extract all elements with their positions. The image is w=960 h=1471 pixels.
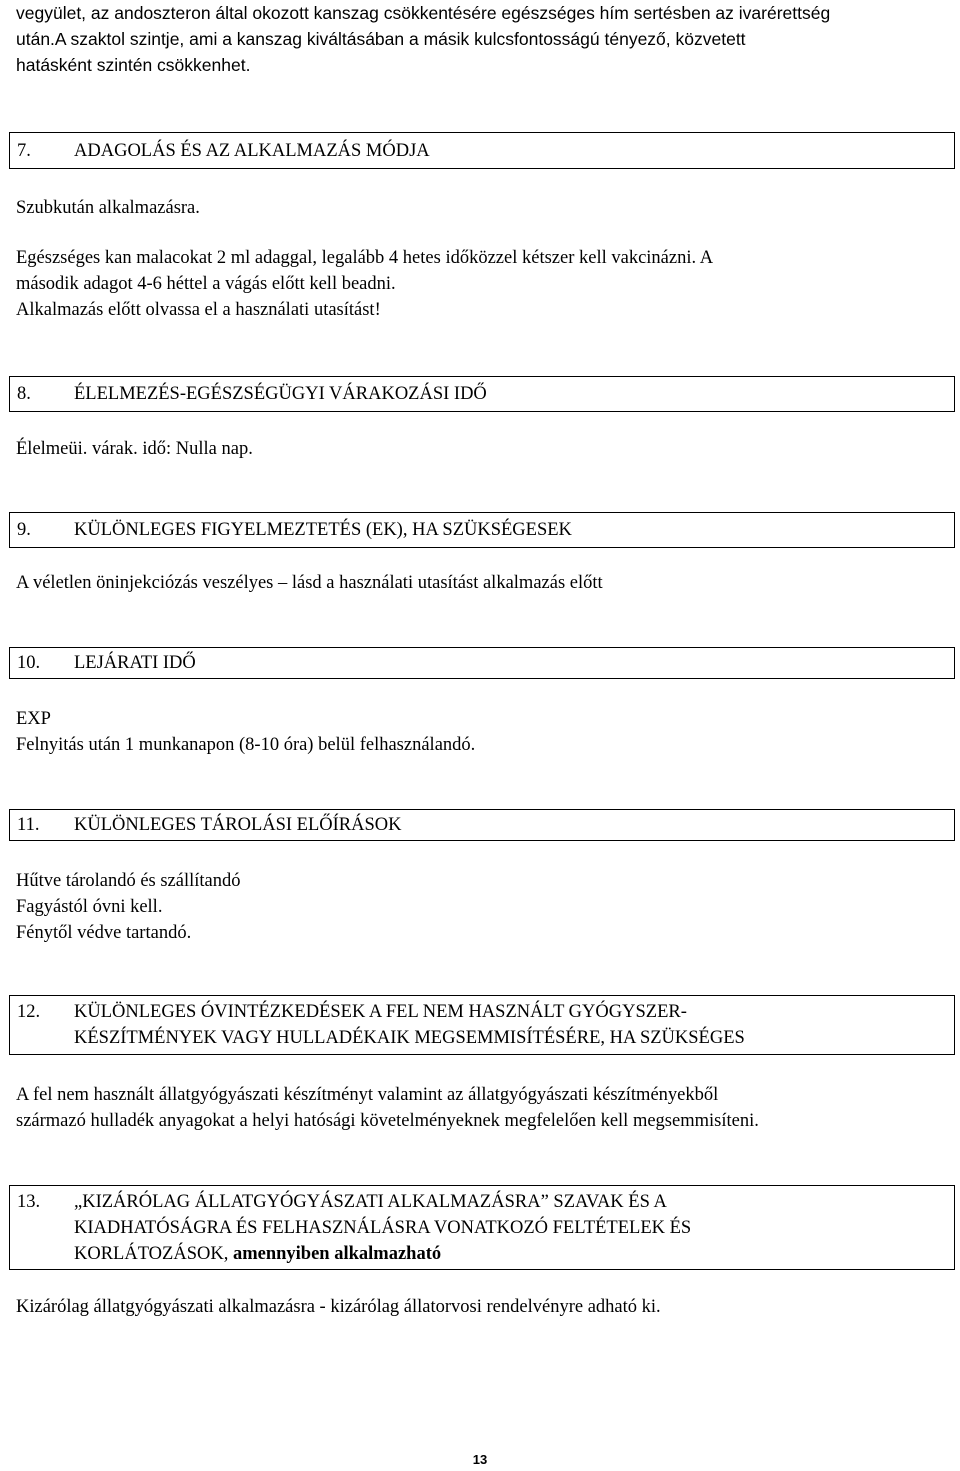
section-title-line-1: KÜLÖNLEGES ÓVINTÉZKEDÉSEK A FEL NEM HASZNÁLT GYÓGYSZER- [74, 1002, 687, 1022]
section-title-line-3 [74, 1241, 441, 1267]
section-7-text-3: második adagot 4-6 héttel a vágás előtt kell beadni. [16, 274, 396, 294]
section-9-text-1: A véletlen öninjekciózás veszélyes – lásd a használati utasítást alkalmazás előtt [16, 573, 603, 593]
section-number: 11. [17, 815, 40, 835]
section-12-heading [9, 995, 955, 1055]
section-10-text-2: Felnyitás után 1 munkanapon (8-10 óra) belül felhasználandó. [16, 735, 476, 755]
section-title-line-3-suffix: amennyiben alkalmazható [228, 1244, 442, 1264]
section-title: LEJÁRATI IDŐ [74, 653, 196, 673]
section-7-heading [9, 132, 955, 169]
section-number: 7. [17, 141, 31, 161]
section-7-text-2: Egészséges kan malacokat 2 ml adaggal, legalább 4 hetes időközzel kétszer kell vakcinázni. A [16, 248, 714, 268]
section-9-heading [9, 512, 955, 548]
section-title-line-1: „KIZÁRÓLAG ÁLLATGYÓGYÁSZATI ALKALMAZÁSRA” SZAVAK ÉS A [74, 1192, 667, 1212]
section-number: 12. [17, 1002, 41, 1022]
intro-line-3: hatásként szintén csökkenhet. [16, 55, 251, 75]
section-title: ADAGOLÁS ÉS AZ ALKALMAZÁS MÓDJA [74, 141, 430, 161]
section-7-text-1: Szubkután alkalmazásra. [16, 198, 200, 218]
section-12-text-2: származó hulladék anyagokat a helyi hatósági követelményeknek megfelelően kell megsemmisíteni. [16, 1111, 759, 1131]
section-13-text-1: Kizárólag állatgyógyászati alkalmazásra - kizárólag állatorvosi rendelvényre adható ki. [16, 1297, 661, 1317]
intro-line-1: vegyület, az andoszteron által okozott kanszag csökkentésére egészséges hím sertésben az ivarérettség [16, 3, 831, 23]
page-number: 13 [472, 1452, 488, 1467]
section-title: KÜLÖNLEGES FIGYELMEZTETÉS (EK), HA SZÜKSÉGESEK [74, 520, 572, 540]
section-8-heading [9, 376, 955, 412]
section-title-line-2: KIADHATÓSÁGRA ÉS FELHASZNÁLÁSRA VONATKOZÓ FELTÉTELEK ÉS [74, 1218, 692, 1238]
section-13-heading [9, 1185, 955, 1270]
section-7-text-4: Alkalmazás előtt olvassa el a használati utasítást! [16, 300, 381, 320]
section-number: 9. [17, 520, 31, 540]
section-11-text-1: Hűtve tárolandó és szállítandó [16, 871, 241, 891]
section-12-text-1: A fel nem használt állatgyógyászati készítményt valamint az állatgyógyászati készítményekből [16, 1085, 719, 1105]
section-number: 8. [17, 384, 31, 404]
section-10-heading [9, 647, 955, 679]
section-11-text-3: Fénytől védve tartandó. [16, 923, 192, 943]
section-10-text-1: EXP [16, 709, 51, 729]
section-number: 10. [17, 653, 41, 673]
section-title-line-2: KÉSZÍTMÉNYEK VAGY HULLADÉKAIK MEGSEMMISÍTÉSÉRE, HA SZÜKSÉGES [74, 1028, 745, 1048]
section-title: ÉLELMEZÉS-EGÉSZSÉGÜGYI VÁRAKOZÁSI IDŐ [74, 384, 487, 404]
section-8-text-1: Élelmeüi. várak. idő: Nulla nap. [16, 439, 253, 459]
section-title-line-3-main: KORLÁTOZÁSOK, [74, 1244, 229, 1264]
intro-line-2: után.A szaktol szintje, ami a kanszag kiváltásában a másik kulcsfontosságú tényező, közvetett [16, 29, 746, 49]
section-11-heading [9, 809, 955, 841]
section-11-text-2: Fagyástól óvni kell. [16, 897, 163, 917]
section-title: KÜLÖNLEGES TÁROLÁSI ELŐÍRÁSOK [74, 815, 402, 835]
section-number: 13. [17, 1192, 41, 1212]
